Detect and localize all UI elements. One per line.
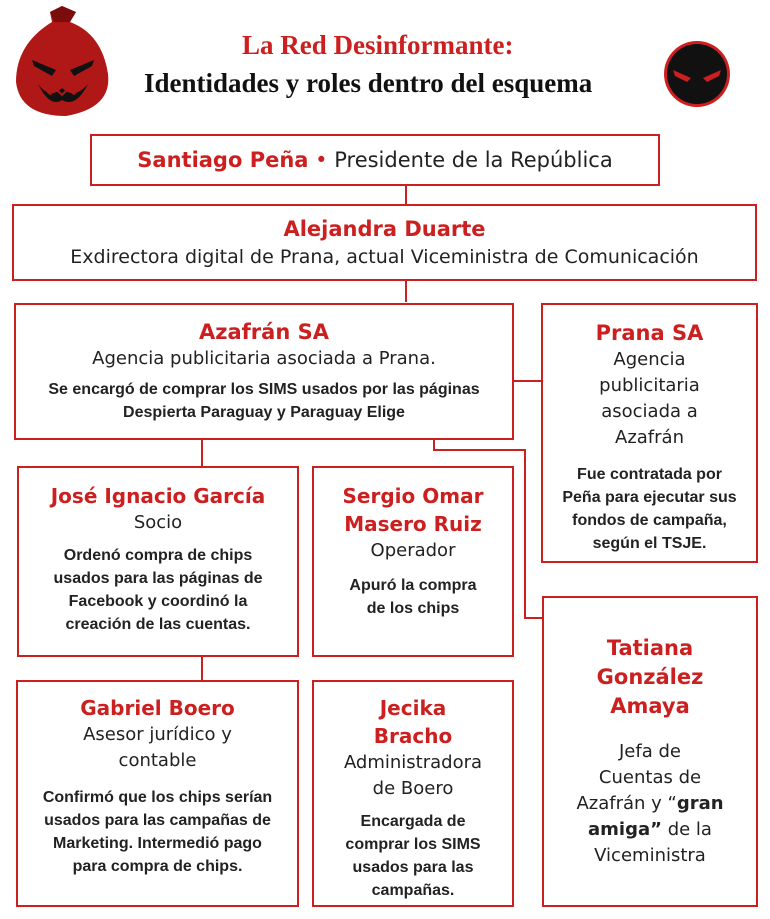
connector-azafran-gonzalez-b [433,449,525,451]
connector-garcia-boero [201,656,203,680]
node-name: Gabriel Boero [80,696,235,720]
node-azafran-sa [14,303,514,440]
node-desc-line: Facebook y coordinó la [68,593,248,610]
node-desc-line: usados para las campañas de [44,812,271,829]
node-tatiana-gonzalez-amaya [542,596,758,907]
page-title-line1: La Red Desinformante: [242,30,514,60]
role-emphasis: gran [676,793,724,814]
node-name-line: Jecika [379,696,447,720]
node-desc-line: comprar los SIMS [345,836,481,853]
role-text: de la [661,819,712,840]
node-desc-line: Se encargó de comprar los SIMS usados por las páginas [48,381,480,398]
node-role-line: Asesor jurídico y [83,724,232,745]
node-desc-line: usados para las [352,859,474,876]
evil-eyes-icon [663,40,731,108]
node-desc-line: Fue contratada por [577,466,722,483]
node-name: Azafrán SA [199,320,329,344]
node-sergio-omar-masero-ruiz [312,466,514,657]
node-name-line: González [596,665,704,689]
node-santiago-pena [90,134,660,186]
role-emphasis: amiga” [588,819,662,840]
connector-azafran-gonzalez-c [524,449,526,619]
node-role-line: Azafrán [615,427,684,448]
node-desc-line: Confirmó que los chips serían [42,789,273,806]
node-role-line: Viceministra [594,845,706,866]
node-name: Alejandra Duarte [283,217,486,241]
connector-azafran-garcia [201,438,203,466]
node-name: Prana SA [595,321,704,345]
node-desc-line: campañas. [371,882,455,899]
node-desc-line: Despierta Paraguay y Paraguay Elige [123,404,405,421]
node-desc-line: Marketing. Intermedió pago [53,835,262,852]
node-desc-line: fondos de campaña, [572,512,727,529]
node-role-line: Jefa de [619,741,681,762]
node-gabriel-boero [16,680,299,907]
node-name-line: Masero Ruiz [344,512,482,536]
node-name-line: Bracho [373,724,453,748]
node-desc-line: Ordenó compra de chips [63,547,253,564]
node-prana-sa [541,303,758,563]
node-role: Exdirectora digital de Prana, actual Viceministra de Comunicación [70,246,699,268]
page-title-line2: Identidades y roles dentro del esquema [144,68,593,98]
node-name-line: Sergio Omar [342,484,484,508]
node-role-line [544,817,756,843]
node-desc-line: usados para las páginas de [53,570,263,587]
node-role-line: Administradora [343,752,483,773]
node-desc-line: para compra de chips. [72,858,243,875]
node-role-line: Cuentas de [598,767,702,788]
node-role-line: publicitaria [599,375,700,396]
node-role-line: Agencia [613,349,686,370]
node-jecika-bracho [312,680,514,907]
connector-azafran-gonzalez-d [524,617,544,619]
node-name-line: Tatiana [606,636,694,660]
node-desc-line: Encargada de [360,813,466,830]
node-role-line: asociada a [601,401,698,422]
connector-azafran-prana [512,380,542,382]
connector-duarte-azafran [405,280,407,302]
node-desc-line: Peña para ejecutar sus [562,489,737,506]
node-desc-line: de los chips [366,600,460,617]
node-role-line: de Boero [372,778,454,799]
role-text: Azafrán y “ [576,793,677,814]
node-desc-line: creación de las cuentas. [65,616,251,633]
node-role: Agencia publicitaria asociada a Prana. [92,348,436,369]
node-name: Santiago Peña [137,148,309,172]
node-role-line [544,791,756,817]
node-jose-ignacio-garcia [17,466,299,657]
node-role: Operador [370,540,456,561]
node-role-line: contable [118,750,197,771]
node-desc-line: según el TSJE. [592,535,707,552]
node-name-line: Amaya [610,694,690,718]
node-alejandra-duarte [12,204,757,281]
node-role: Presidente de la República [334,148,613,172]
node-role: Socio [133,512,183,533]
devil-bag-icon [10,4,115,122]
connector-pena-duarte [405,184,407,204]
node-desc-line: Apuró la compra [349,577,477,594]
node-name: José Ignacio García [50,484,266,508]
bullet-separator: • [315,148,328,172]
